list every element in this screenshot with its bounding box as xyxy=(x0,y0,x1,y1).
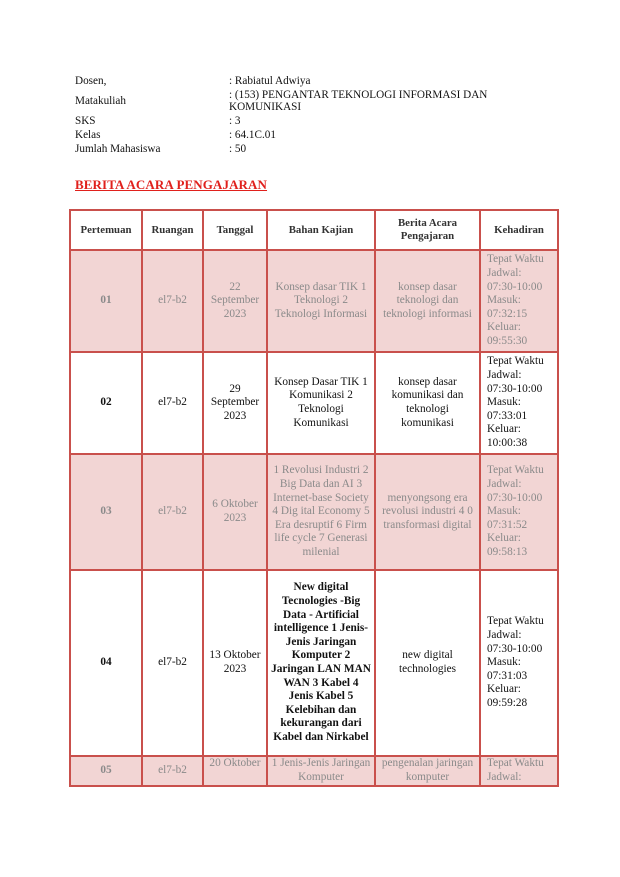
room: el7-b2 xyxy=(142,570,203,756)
meeting-number: 03 xyxy=(70,454,142,570)
info-label: Kelas xyxy=(75,129,101,141)
attendance-line: 07:31:03 xyxy=(487,669,528,682)
date: 6 Oktober 2023 xyxy=(203,454,267,570)
topic: 1 Revolusi Industri 2 Big Data dan AI 3 Internet-base Society 4 Dig ital Economy 5 Era desruptif 6 Firm life cycle 7 Generasi milenial xyxy=(267,454,375,570)
report: menyongsong era revolusi industri 4 0 transformasi digital xyxy=(375,454,480,570)
table-header-row xyxy=(70,210,558,250)
meeting-number: 02 xyxy=(70,352,142,454)
info-row-jumlah xyxy=(75,142,545,156)
table-row xyxy=(70,570,558,756)
attendance-line: Masuk: xyxy=(487,294,521,307)
attendance xyxy=(480,250,558,352)
attendance-line: 09:58:13 xyxy=(487,545,528,558)
info-value: : Rabiatul Adwiya xyxy=(229,75,311,87)
attendance-line: 09:59:28 xyxy=(487,696,528,709)
attendance-line: 09:55:30 xyxy=(487,334,528,347)
report: new digital technologies xyxy=(375,570,480,756)
report-text: pengenalan jaringan komputer xyxy=(381,757,474,783)
info-row-kelas xyxy=(75,128,545,142)
attendance-line: 07:30-10:00 xyxy=(487,382,543,395)
info-row-dosen xyxy=(75,74,545,88)
attendance-line: Jadwal: xyxy=(487,369,522,382)
attendance-line: 10:00:38 xyxy=(487,436,528,449)
room: el7-b2 xyxy=(142,454,203,570)
date: 29 September 2023 xyxy=(203,352,267,454)
info-value: : 3 xyxy=(229,115,241,127)
info-row-sks xyxy=(75,114,545,128)
table-row xyxy=(70,454,558,570)
info-label: Jumlah Mahasiswa xyxy=(75,143,161,155)
header-pertemuan: Pertemuan xyxy=(70,210,142,250)
date-text: 20 Oktober xyxy=(209,757,261,769)
topic: Konsep Dasar TIK 1 Komunikasi 2 Teknologi Komunikasi xyxy=(267,352,375,454)
page-title: BERITA ACARA PENGAJARAN xyxy=(75,177,268,192)
attendance xyxy=(480,570,558,756)
attendance-line: 07:30-10:00 xyxy=(487,280,543,293)
room: el7-b2 xyxy=(142,756,203,786)
report xyxy=(375,756,480,786)
attendance-line: Tepat Waktu xyxy=(487,464,544,477)
teaching-record-table xyxy=(69,209,559,787)
attendance-line: Keluar: xyxy=(487,683,521,696)
attendance-line: Jadwal: xyxy=(487,478,522,491)
attendance-line: 07:33:01 xyxy=(487,409,528,422)
info-value: : 64.1C.01 xyxy=(229,129,276,141)
header-bahan-kajian: Bahan Kajian xyxy=(267,210,375,250)
topic-text: 1 Jenis-Jenis Jaringan Komputer xyxy=(271,757,371,783)
attendance-line: Keluar: xyxy=(487,321,521,334)
attendance-line: Tepat Waktu xyxy=(487,615,544,628)
room: el7-b2 xyxy=(142,352,203,454)
date: 22 September 2023 xyxy=(203,250,267,352)
table-row xyxy=(70,352,558,454)
attendance-line: Masuk: xyxy=(487,656,521,669)
attendance-line: Tepat Waktu xyxy=(487,355,544,368)
attendance-line: 07:30-10:00 xyxy=(487,491,543,504)
attendance-line: Keluar: xyxy=(487,532,521,545)
header-berita-acara: Berita Acara Pengajaran xyxy=(375,210,480,250)
topic: Konsep dasar TIK 1 Teknologi 2 Teknologi Informasi xyxy=(267,250,375,352)
info-row-matakuliah xyxy=(75,88,545,114)
meeting-number: 01 xyxy=(70,250,142,352)
attendance xyxy=(480,454,558,570)
date xyxy=(203,756,267,786)
date: 13 Oktober 2023 xyxy=(203,570,267,756)
attendance-line: Tepat Waktu xyxy=(487,757,544,769)
info-label: Matakuliah xyxy=(75,95,126,107)
table-row xyxy=(70,756,558,786)
attendance-line: Jadwal: xyxy=(487,629,522,642)
header-kehadiran: Kehadiran xyxy=(480,210,558,250)
info-value: : 50 xyxy=(229,143,247,155)
attendance-line: Masuk: xyxy=(487,396,521,409)
attendance-line: 07:32:15 xyxy=(487,307,528,320)
report: konsep dasar komunikasi dan teknologi komunikasi xyxy=(375,352,480,454)
attendance-line: Keluar: xyxy=(487,423,521,436)
attendance xyxy=(480,352,558,454)
topic xyxy=(267,756,375,786)
attendance-line: Masuk: xyxy=(487,505,521,518)
course-info xyxy=(75,74,545,156)
attendance xyxy=(480,756,558,786)
meeting-number: 05 xyxy=(70,756,142,786)
attendance-line: 07:31:52 xyxy=(487,518,528,531)
info-label: SKS xyxy=(75,115,96,127)
attendance-line: Jadwal: xyxy=(487,267,522,280)
table-row xyxy=(70,250,558,352)
report: konsep dasar teknologi dan teknologi informasi xyxy=(375,250,480,352)
attendance-line: Tepat Waktu xyxy=(487,253,544,266)
meeting-number: 04 xyxy=(70,570,142,756)
attendance-line: Jadwal: xyxy=(487,770,522,783)
info-value: : (153) PENGANTAR TEKNOLOGI INFORMASI DAN KOMUNIKASI xyxy=(229,89,488,113)
info-label: Dosen, xyxy=(75,75,107,87)
attendance-line: 07:30-10:00 xyxy=(487,642,543,655)
header-tanggal: Tanggal xyxy=(203,210,267,250)
topic: New digital Tecnologies -Big Data - Artificial intelligence 1 Jenis-Jenis Jaringan Komputer 2 Jaringan LAN MAN WAN 3 Kabel 4 Jenis Kabel 5 Kelebihan dan kekurangan dari Kabel dan Nirkabel xyxy=(267,570,375,756)
header-ruangan: Ruangan xyxy=(142,210,203,250)
room: el7-b2 xyxy=(142,250,203,352)
